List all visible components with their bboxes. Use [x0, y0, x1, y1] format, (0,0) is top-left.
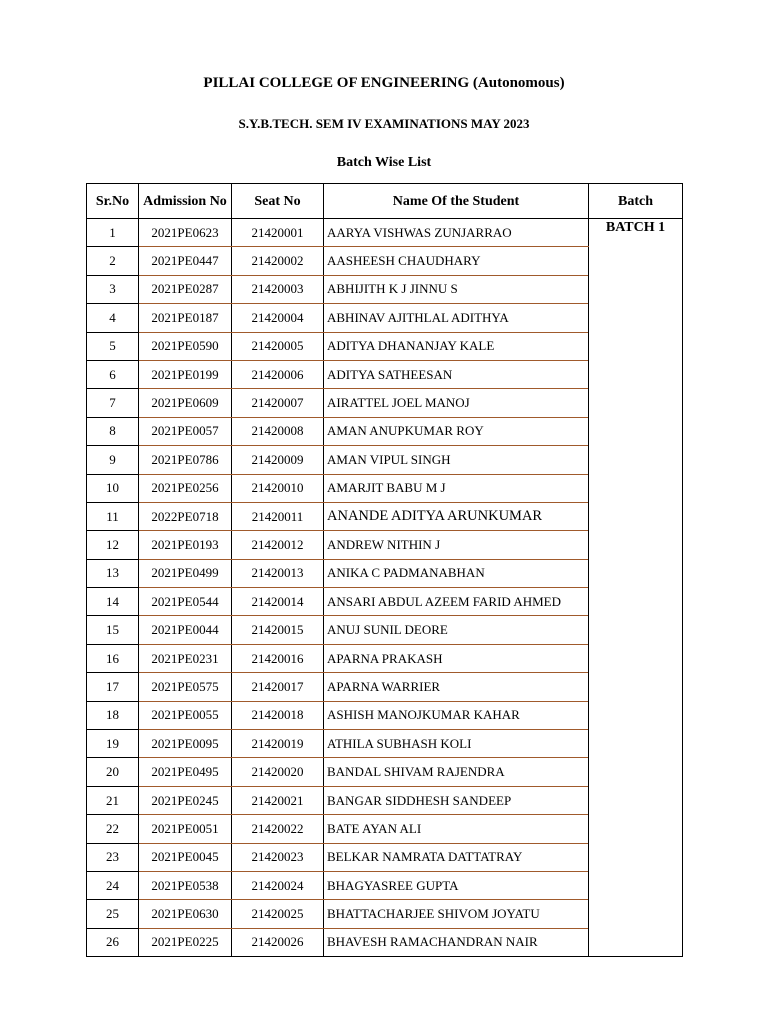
cell-admission-no: 2021PE0193: [139, 531, 232, 559]
cell-seat-no: 21420010: [232, 474, 324, 502]
cell-admission-no: 2021PE0447: [139, 247, 232, 275]
cell-seat-no: 21420020: [232, 758, 324, 786]
cell-student-name: ANUJ SUNIL DEORE: [324, 616, 589, 644]
cell-student-name: ADITYA SATHEESAN: [324, 360, 589, 388]
col-header-seat-no: Seat No: [232, 184, 324, 219]
cell-student-name: BHAGYASREE GUPTA: [324, 871, 589, 899]
cell-student-name: ANDREW NITHIN J: [324, 531, 589, 559]
cell-admission-no: 2021PE0225: [139, 928, 232, 956]
cell-admission-no: 2021PE0499: [139, 559, 232, 587]
batch-table: [86, 183, 683, 957]
table-body: [87, 219, 683, 957]
cell-admission-no: 2021PE0044: [139, 616, 232, 644]
cell-student-name: ABHINAV AJITHLAL ADITHYA: [324, 304, 589, 332]
cell-student-name: ANANDE ADITYA ARUNKUMAR: [324, 502, 589, 530]
cell-srno: 1: [87, 219, 139, 247]
cell-student-name: AIRATTEL JOEL MANOJ: [324, 389, 589, 417]
cell-srno: 4: [87, 304, 139, 332]
cell-admission-no: 2021PE0095: [139, 730, 232, 758]
cell-admission-no: 2021PE0256: [139, 474, 232, 502]
cell-srno: 21: [87, 786, 139, 814]
cell-student-name: BHAVESH RAMACHANDRAN NAIR: [324, 928, 589, 956]
cell-srno: 25: [87, 900, 139, 928]
cell-seat-no: 21420022: [232, 815, 324, 843]
cell-seat-no: 21420017: [232, 673, 324, 701]
cell-srno: 23: [87, 843, 139, 871]
cell-srno: 20: [87, 758, 139, 786]
cell-srno: 3: [87, 275, 139, 303]
cell-admission-no: 2021PE0609: [139, 389, 232, 417]
cell-student-name: AMARJIT BABU M J: [324, 474, 589, 502]
cell-srno: 5: [87, 332, 139, 360]
cell-student-name: ATHILA SUBHASH KOLI: [324, 730, 589, 758]
cell-srno: 18: [87, 701, 139, 729]
cell-student-name: BANGAR SIDDHESH SANDEEP: [324, 786, 589, 814]
cell-seat-no: 21420013: [232, 559, 324, 587]
cell-student-name: APARNA PRAKASH: [324, 644, 589, 672]
cell-admission-no: 2021PE0187: [139, 304, 232, 332]
list-title: Batch Wise List: [336, 155, 432, 170]
cell-seat-no: 21420002: [232, 247, 324, 275]
cell-admission-no: 2021PE0045: [139, 843, 232, 871]
cell-seat-no: 21420019: [232, 730, 324, 758]
college-title: PILLAI COLLEGE OF ENGINEERING (Autonomous): [203, 75, 565, 91]
cell-seat-no: 21420005: [232, 332, 324, 360]
cell-student-name: BELKAR NAMRATA DATTATRAY: [324, 843, 589, 871]
cell-seat-no: 21420012: [232, 531, 324, 559]
cell-admission-no: 2021PE0051: [139, 815, 232, 843]
cell-srno: 17: [87, 673, 139, 701]
cell-admission-no: 2021PE0495: [139, 758, 232, 786]
cell-srno: 6: [87, 360, 139, 388]
cell-seat-no: 21420018: [232, 701, 324, 729]
cell-admission-no: 2021PE0590: [139, 332, 232, 360]
cell-student-name: AMAN VIPUL SINGH: [324, 446, 589, 474]
cell-admission-no: 2021PE0231: [139, 644, 232, 672]
cell-student-name: ANIKA C PADMANABHAN: [324, 559, 589, 587]
cell-admission-no: 2021PE0786: [139, 446, 232, 474]
table-row: [87, 219, 683, 247]
cell-admission-no: 2021PE0630: [139, 900, 232, 928]
cell-admission-no: 2022PE0718: [139, 502, 232, 530]
cell-student-name: BATE AYAN ALI: [324, 815, 589, 843]
cell-seat-no: 21420009: [232, 446, 324, 474]
cell-seat-no: 21420023: [232, 843, 324, 871]
cell-seat-no: 21420024: [232, 871, 324, 899]
cell-srno: 24: [87, 871, 139, 899]
cell-student-name: ASHISH MANOJKUMAR KAHAR: [324, 701, 589, 729]
cell-admission-no: 2021PE0623: [139, 219, 232, 247]
cell-seat-no: 21420011: [232, 502, 324, 530]
cell-student-name: AASHEESH CHAUDHARY: [324, 247, 589, 275]
cell-srno: 9: [87, 446, 139, 474]
cell-srno: 16: [87, 644, 139, 672]
cell-seat-no: 21420014: [232, 588, 324, 616]
col-header-student-name: Name Of the Student: [324, 184, 589, 219]
cell-seat-no: 21420007: [232, 389, 324, 417]
cell-srno: 19: [87, 730, 139, 758]
cell-seat-no: 21420008: [232, 417, 324, 445]
cell-srno: 8: [87, 417, 139, 445]
col-header-srno: Sr.No: [87, 184, 139, 219]
cell-student-name: ANSARI ABDUL AZEEM FARID AHMED: [324, 588, 589, 616]
col-header-batch: Batch: [589, 184, 683, 219]
cell-srno: 26: [87, 928, 139, 956]
cell-srno: 10: [87, 474, 139, 502]
cell-admission-no: 2021PE0199: [139, 360, 232, 388]
col-header-admission-no: Admission No: [139, 184, 232, 219]
cell-admission-no: 2021PE0575: [139, 673, 232, 701]
cell-seat-no: 21420015: [232, 616, 324, 644]
cell-srno: 11: [87, 502, 139, 530]
table-header-row: [87, 184, 683, 219]
cell-student-name: ADITYA DHANANJAY KALE: [324, 332, 589, 360]
cell-student-name: BHATTACHARJEE SHIVOM JOYATU: [324, 900, 589, 928]
cell-admission-no: 2021PE0287: [139, 275, 232, 303]
cell-srno: 2: [87, 247, 139, 275]
cell-admission-no: 2021PE0057: [139, 417, 232, 445]
cell-srno: 7: [87, 389, 139, 417]
cell-seat-no: 21420006: [232, 360, 324, 388]
cell-srno: 22: [87, 815, 139, 843]
cell-admission-no: 2021PE0055: [139, 701, 232, 729]
cell-student-name: ABHIJITH K J JINNU S: [324, 275, 589, 303]
cell-seat-no: 21420016: [232, 644, 324, 672]
cell-admission-no: 2021PE0544: [139, 588, 232, 616]
cell-student-name: AMAN ANUPKUMAR ROY: [324, 417, 589, 445]
cell-student-name: BANDAL SHIVAM RAJENDRA: [324, 758, 589, 786]
cell-srno: 14: [87, 588, 139, 616]
cell-admission-no: 2021PE0538: [139, 871, 232, 899]
cell-seat-no: 21420021: [232, 786, 324, 814]
cell-srno: 13: [87, 559, 139, 587]
cell-seat-no: 21420004: [232, 304, 324, 332]
cell-student-name: APARNA WARRIER: [324, 673, 589, 701]
cell-srno: 12: [87, 531, 139, 559]
cell-seat-no: 21420026: [232, 928, 324, 956]
cell-seat-no: 21420001: [232, 219, 324, 247]
cell-student-name: AARYA VISHWAS ZUNJARRAO: [324, 219, 589, 247]
exam-title: S.Y.B.TECH. SEM IV EXAMINATIONS MAY 2023: [238, 116, 530, 131]
cell-seat-no: 21420025: [232, 900, 324, 928]
cell-seat-no: 21420003: [232, 275, 324, 303]
cell-batch: BATCH 1: [589, 219, 683, 957]
cell-srno: 15: [87, 616, 139, 644]
cell-admission-no: 2021PE0245: [139, 786, 232, 814]
